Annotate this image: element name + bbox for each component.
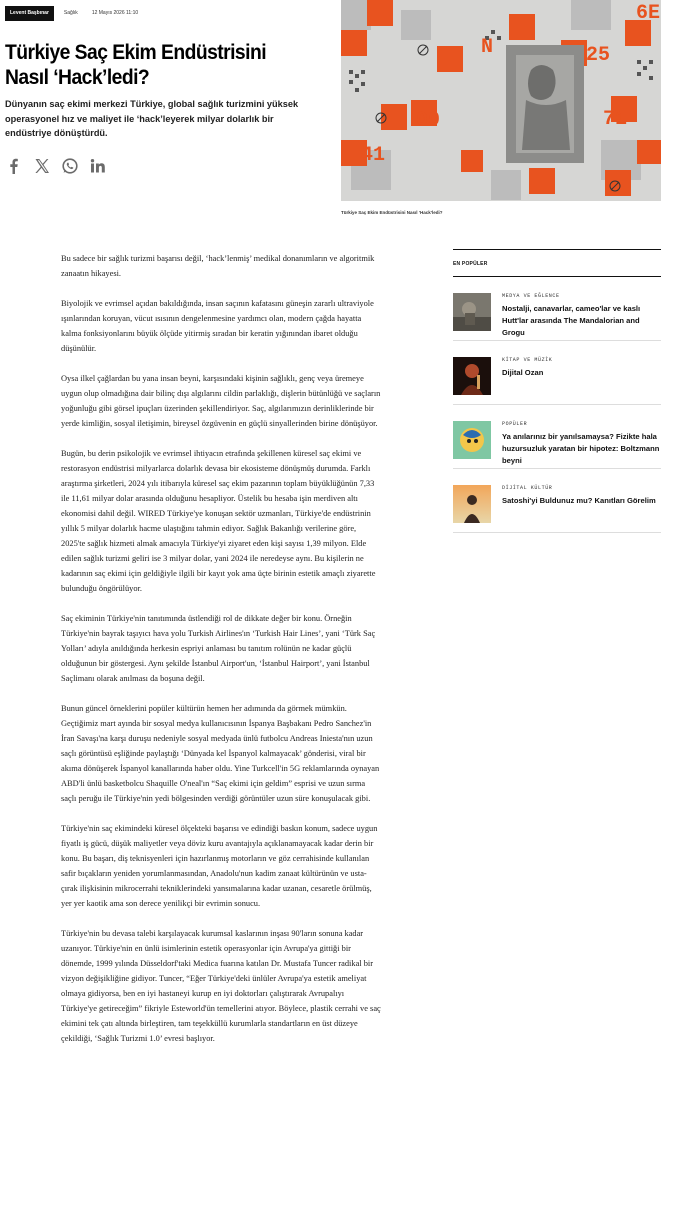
svg-text:00: 00: [416, 109, 441, 132]
item-category: MEDYA VE EĞLENCE: [502, 293, 560, 299]
x-icon[interactable]: [33, 157, 51, 175]
popular-item[interactable]: [453, 277, 661, 341]
paragraph: Bu sadece bir sağlık turizmi başarısı değil, ‘hack’lenmiş’ medikal donanımların ve algoritmik zanaatın hikayesi.: [61, 254, 375, 278]
item-title[interactable]: Nostalji, canavarlar, cameo'lar ve kaslı Hutt'lar arasında The Mandalorian and Grogu: [502, 304, 641, 337]
thumbnail-boltzmann[interactable]: [453, 421, 491, 459]
thumbnail-dijital-ozan[interactable]: [453, 357, 491, 395]
popular-item[interactable]: [453, 341, 661, 405]
article-lede: Dünyanın saç ekimi merkezi Türkiye, global sağlık turizmini yüksek operasyonel hız ve maliyet ile ‘hack’leyerek milyar dolarlık bir endüstriye dönüştürdü.: [5, 99, 299, 138]
article-meta: [5, 5, 152, 21]
popular-item[interactable]: [453, 405, 661, 469]
paragraph: Saç ekiminin Türkiye'nin tanıtımında üstlendiği rol de dikkate değer bir konu. Örneğin Türkiye'nin bayrak taşıyıcı hava yolu Turkish Airlines'ın ‘Turkish Hair Lines’, yani ‘Türk Saç Yolları’ adıyla anıldığında herkesin espriyi anlaması bu tanıtım rolünün ne kadar güçlü olduğunun bir göstergesi. Aynı şekilde İstanbul Airport'un, ‘İstanbul Hairport’, yani İstanbul Saçlimanı olarak anılması da boşuna değil.: [61, 614, 376, 683]
linkedin-icon[interactable]: [89, 157, 107, 175]
article-title: Türkiye Saç Ekim Endüstrisini Nasıl ‘Hack’ledi?: [5, 41, 267, 89]
paragraph: Biyolojik ve evrimsel açıdan bakıldığında, insan saçının kafatasını güneşin zararlı ultraviyole ışınlarından koruyan, vücut ısısının dengelenmesine yardımcı olan, modern çağda hayatta kalma fonksiyonlarını büyük ölçüde yitirmiş sıradan bir keratin yığınından ibaret olduğu düşünülür.: [61, 299, 374, 353]
item-category: DİJİTAL KÜLTÜR: [502, 485, 553, 491]
thumbnail-mandalorian[interactable]: [453, 293, 491, 331]
popular-item[interactable]: [453, 469, 661, 533]
category-link[interactable]: Sağlık: [63, 10, 78, 16]
paragraph: Türkiye'nin saç ekimindeki küresel ölçekteki başarısı ve edindiği baskın konum, sadece uygun fiyatlı iş gücü, düşük maliyetler veya döviz kuru avantajıyla açıklanamayacak kadar derin bir konu. Bu başarı, diş teknisyenleri için hazırlanmış motorların ve göz cerrahisinde kullanılan safir bıçakların yeniden yorumlanmasından, Anadolu'nun kadim zanaat kültürünün ve usta-çırak ilişkisinin mikrocerrahi tekniklerindeki yansımalarına kadar uzanan, cesaretle örülmüş, yer yer kaotik ama son derece yenilikçi bir evrimin sonucu.: [61, 824, 378, 908]
paragraph: Bugün, bu derin psikolojik ve evrimsel ihtiyacın etrafında şekillenen küresel saç ekimi ve restorasyon endüstrisi milyarlarca dolarlık devasa bir ekosisteme dönüşmüş durumda. Farklı araştırma şirketleri, 2024 yılı itibarıyla küresel saç ekim pazarının toplam büyüklüğünün 7,33 ile 11,61 milyar dolar arasında olduğunu hesapliyor. Üstelik bu hesaba işin merdiven altı ekonomisi dahil değil. WIRED Türkiye'ye konuşan sektör uzmanları, Türkiye'de endüstrinin yıllık 5 milyar dolarlık hacme ulaştığını tahmin ediyor. Sağlık Bakanlığı verilerine göre, 2025'te sağlık hizmeti almak amacıyla Türkiye'yi ziyaret eden kişi sayısı 1,39 milyon. Elde edilen sağlık turizmi geliri ise 3 milyar dolar, yani 2024 ile neredeyse aynı. Bu kişilerin ne kadarının saç ekimi için geldiğiyle ilgili bir kayıt yok ama üçte birinin estetik amaçlı ziyarette bulunduğu öngörülüyor.: [61, 449, 376, 593]
whatsapp-icon[interactable]: [61, 157, 79, 175]
item-category: KİTAP VE MÜZİK: [502, 357, 553, 363]
article-body: [61, 251, 381, 1061]
svg-text:41: 41: [361, 144, 386, 167]
item-title[interactable]: Satoshi'yi Buldunuz mu? Kanıtları Görelim: [502, 496, 656, 505]
popular-sidebar: [453, 249, 661, 533]
paragraph: Bunun güncel örneklerini popüler kültürün hemen her adımında da görmek mümkün. Geçtiğimiz mart ayında bir sosyal medya kullanıcısının İspanya Başbakanı Pedro Sanchez'in İran Savaşı'na karşı duruşu nedeniyle sosyal medyada ünlü futbolcu Andreas Iniesta'nın uzun saçlı görüntüsü eşliğinde paylaştığı ‘Dünyada kel İspanyol kalmayacak’ gönderisi, viral bir akıma dönüşerek İspanyol kanallarında haber oldu. Yine Turkcell'in 5G reklamlarında oynayan ABD'li ünlü basketbolcu Shaquille O'neal'ın “Saç ekimi için geldim” esprisi ve uzun sırma saçlı peruğu ile Türkiye'nin yedi bölgesinden verdiği görüntüler uzun süre konuşulacak gibi.: [61, 704, 380, 803]
facebook-icon[interactable]: [5, 157, 23, 175]
svg-text:N: N: [481, 36, 494, 59]
hero-illustration: [341, 0, 661, 201]
author-badge[interactable]: Levent Başbınar: [5, 6, 54, 21]
thumbnail-satoshi[interactable]: [453, 485, 491, 523]
share-bar: [5, 157, 107, 175]
item-title[interactable]: Ya anılarınız bir yanılsamaysa? Fizikte hala huzursuzluk yaratan bir hipotez: Boltzmann beyni: [502, 432, 660, 465]
paragraph: Oysa ilkel çağlardan bu yana insan beyni, karşısındaki kişinin sağlıklı, genç veya üremeye uygun olup olmadığına dair bilinç dışı algılarını cildin parlaklığı, dişlerin bütünlüğü ve saçların yoğunluğu gibi görsel ipuçları üzerinden şekillendiriyor. Saç, algılarımızın derinliklerinde bir yerde kimliğin, sosyal iletişimin, bireysel özgüvenin en güçlü sinyallerinden birine dönüşüyor.: [61, 374, 381, 428]
svg-text:6E: 6E: [636, 2, 661, 25]
publish-date: 12 Mayıs 2026 11:10: [91, 10, 139, 16]
paragraph: Türkiye'nin bu devasa talebi karşılayacak kurumsal kaslarının inşası 90'ların sonuna kadar uzanıyor. Türkiye'nin en ünlü isimlerinin estetik operasyonlar için Avrupa'ya gittiği bir dönemde, 1999 yılında Düsseldorf'taki Medica fuarına katılan Dr. Mustafa Tuncer radikal bir vizyon değişikliğine gidiyor. Tuncer, “Eğer Türkiye'deki ünlüler Avrupa'ya estetik ameliyat olmaya gidiyorsa, ben en iyi hastaneyi kurup en iyi doktorları çalıştırarak Avrupalıyı Türkiye'ye getireceğim” fikriyle Esteworld'ün temellerini atıyor. Böylece, plastik cerrahi ve saç ekimini tek çatı altında birleştiren, tam teşekküllü kurumlarla standartların en üst düzeye çekildiği, ‘Sağlık Turizmi 1.0’ evresi başlıyor.: [61, 929, 381, 1043]
hero-caption: Türkiye Saç Ekim Endüstrisini Nasıl ‘Hack’ledi?: [341, 210, 443, 215]
sidebar-title: EN POPÜLER: [453, 250, 661, 277]
item-title[interactable]: Dijital Ozan: [502, 368, 544, 377]
svg-text:25: 25: [586, 44, 611, 67]
hero-image: [341, 0, 661, 201]
svg-text:71: 71: [603, 108, 628, 131]
item-category: POPÜLER: [502, 421, 528, 427]
